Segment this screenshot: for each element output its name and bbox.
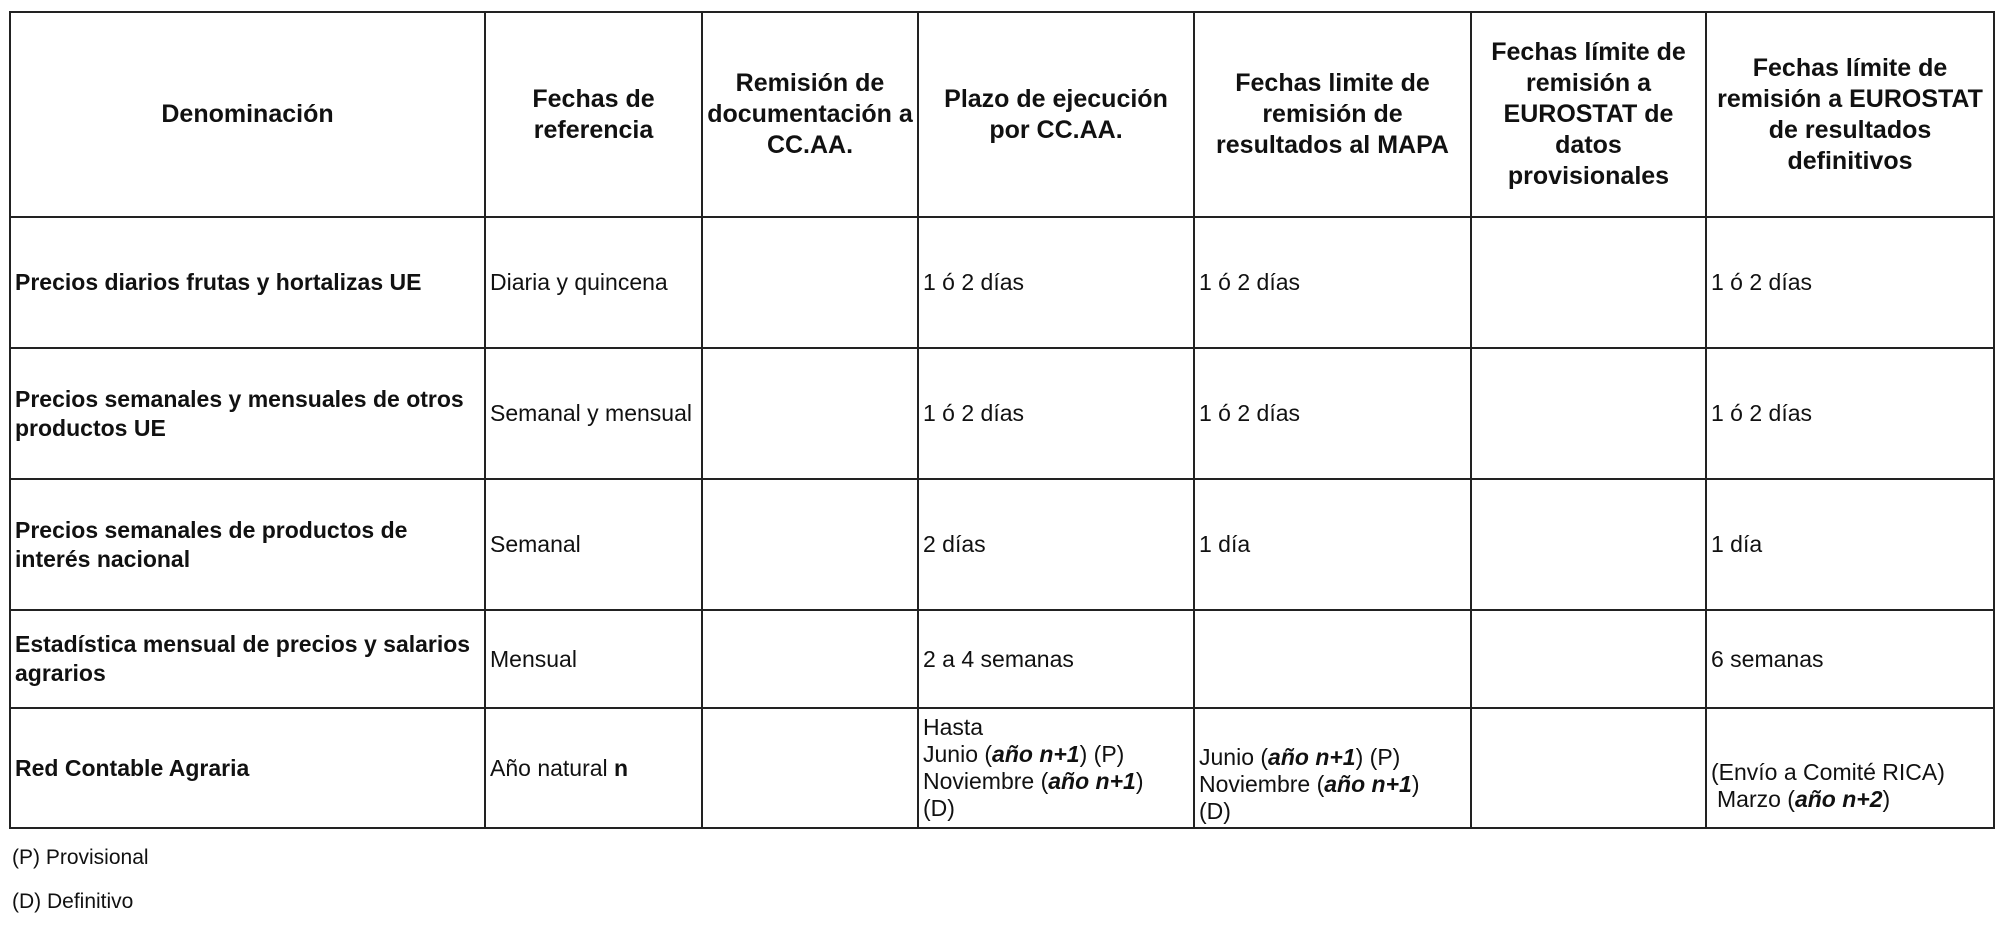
cell-definitivos: 6 semanas [1706,610,1994,708]
mapa-noviembre-line [1199,771,1466,798]
plazo-junio-line [923,741,1189,768]
plazo-noviembre-tag: ) [1135,768,1144,794]
cell-provisionales [1471,708,1706,828]
header-eurostat-definitivos: Fechas límite de remisión a EUROSTAT de resultados definitivos [1706,12,1994,217]
cell-provisionales [1471,479,1706,610]
cell-plazo [918,708,1194,828]
mapa-junio: Junio ( [1199,744,1269,770]
cell-plazo: 2 días [918,479,1194,610]
plazo-junio-tag: ) (P) [1079,741,1125,767]
cell-referencia [485,708,702,828]
cell-mapa: 1 ó 2 días [1194,348,1471,479]
plazo-noviembre: Noviembre ( [923,768,1049,794]
definitivos-marzo: Marzo ( [1717,786,1795,812]
legend-definitivo: (D) Definitivo [12,890,134,913]
cell-definitivos: 1 ó 2 días [1706,217,1994,348]
cell-provisionales [1471,217,1706,348]
plazo-def-tag: (D) [923,795,955,821]
cell-plazo: 2 a 4 semanas [918,610,1194,708]
mapa-junio-line [1199,744,1466,771]
data-table [9,11,1995,829]
cell-mapa: 1 ó 2 días [1194,217,1471,348]
referencia-text: Año natural [490,754,615,781]
cell-referencia: Semanal [485,479,702,610]
plazo-noviembre-line [923,768,1189,795]
definitivos-marzo-tag: ) [1882,786,1891,812]
cell-definitivos [1706,708,1994,828]
header-remision-documentacion: Remisión de documentación a CC.AA. [702,12,918,217]
table-row [10,610,1994,708]
mapa-def-tag: (D) [1199,798,1231,824]
plazo-junio-year: año n+1 [992,741,1080,767]
table-row-rica [10,708,1994,828]
table-row [10,479,1994,610]
cell-mapa [1194,708,1471,828]
cell-documentacion [702,479,918,610]
cell-documentacion [702,348,918,479]
cell-referencia: Semanal y mensual [485,348,702,479]
definitivos-marzo-line [1711,786,1989,813]
cell-definitivos: 1 ó 2 días [1706,348,1994,479]
plazo-noviembre-year: año n+1 [1048,768,1136,794]
definitivos-envio: (Envío a Comité RICA) [1711,759,1945,785]
cell-denominacion: Estadística mensual de precios y salarios agrarios [10,610,485,708]
mapa-noviembre-year: año n+1 [1324,771,1412,797]
cell-mapa [1194,610,1471,708]
mapa-noviembre: Noviembre ( [1199,771,1325,797]
cell-provisionales [1471,610,1706,708]
legend-provisional: (P) Provisional [12,846,149,869]
header-eurostat-provisionales: Fechas límite de remisión a EUROSTAT de datos provisionales [1471,12,1706,217]
plazo-hasta: Hasta [923,714,984,740]
cell-plazo: 1 ó 2 días [918,348,1194,479]
cell-documentacion [702,217,918,348]
table-row [10,348,1994,479]
cell-mapa: 1 día [1194,479,1471,610]
cell-denominacion: Red Contable Agraria [10,708,485,828]
cell-denominacion: Precios semanales y mensuales de otros productos UE [10,348,485,479]
plazo-junio: Junio ( [923,741,993,767]
cell-definitivos: 1 día [1706,479,1994,610]
header-row [10,12,1994,217]
cell-documentacion [702,610,918,708]
referencia-year-label: n [614,754,629,781]
cell-denominacion: Precios diarios frutas y hortalizas UE [10,217,485,348]
mapa-junio-tag: ) (P) [1355,744,1401,770]
mapa-noviembre-tag: ) [1411,771,1420,797]
cell-plazo: 1 ó 2 días [918,217,1194,348]
mapa-junio-year: año n+1 [1268,744,1356,770]
table-row [10,217,1994,348]
cell-documentacion [702,708,918,828]
header-denominacion: Denominación [10,12,485,217]
cell-referencia: Mensual [485,610,702,708]
cell-referencia: Diaria y quincena [485,217,702,348]
cell-denominacion: Precios semanales de productos de interés nacional [10,479,485,610]
header-plazo-ejecucion: Plazo de ejecución por CC.AA. [918,12,1194,217]
cell-provisionales [1471,348,1706,479]
header-fechas-mapa: Fechas limite de remisión de resultados al MAPA [1194,12,1471,217]
definitivos-marzo-year: año n+2 [1794,786,1883,812]
header-fechas-referencia: Fechas de referencia [485,12,702,217]
